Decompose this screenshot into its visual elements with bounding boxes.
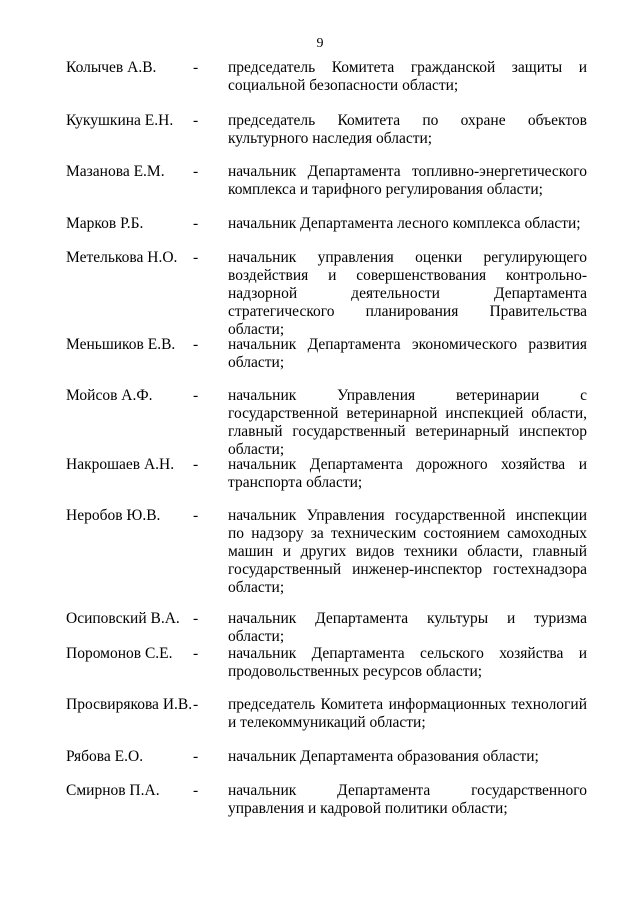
separator-dash: - xyxy=(193,748,199,765)
member-role: начальник Департамента топливно-энергетического комплекса и тарифного регулирования области; xyxy=(228,163,587,198)
member-role: начальник Департамента государственного управления и кадровой политики области; xyxy=(228,782,587,817)
separator-dash: - xyxy=(193,387,199,404)
member-role: начальник Департамента культуры и туризма области; xyxy=(228,610,587,645)
member-name: Мазанова Е.М. xyxy=(66,163,165,180)
member-name: Марков Р.Б. xyxy=(66,215,144,232)
member-role: начальник Управления ветеринарии с государственной ветеринарной инспекцией области, главный государственный ветеринарный инспектор области; xyxy=(228,387,587,458)
separator-dash: - xyxy=(193,249,199,266)
separator-dash: - xyxy=(193,696,199,713)
page-number: 9 xyxy=(316,36,324,51)
separator-dash: - xyxy=(193,507,199,524)
member-name: Кукушкина Е.Н. xyxy=(66,112,174,129)
separator-dash: - xyxy=(193,782,199,799)
separator-dash: - xyxy=(193,112,199,129)
member-name: Меньшиков Е.В. xyxy=(66,336,176,353)
member-role: начальник Департамента экономического развития области; xyxy=(228,336,587,371)
member-name: Метелькова Н.О. xyxy=(66,249,178,266)
member-name: Просвирякова И.В. xyxy=(66,696,193,713)
member-role: председатель Комитета по охране объектов культурного наследия области; xyxy=(228,112,587,147)
separator-dash: - xyxy=(193,456,199,473)
member-role: начальник Департамента сельского хозяйства и продовольственных ресурсов области; xyxy=(228,645,587,680)
member-role: начальник Департамента дорожного хозяйства и транспорта области; xyxy=(228,456,587,491)
member-name: Осиповский В.А. xyxy=(66,610,180,627)
member-role: начальник управления оценки регулирующего воздействия и совершенствования контрольно-надзорной деятельности Департамента стратегического планирования Правительства области; xyxy=(228,249,587,338)
member-name: Колычев А.В. xyxy=(66,59,157,76)
member-name: Поромонов С.Е. xyxy=(66,645,173,662)
member-role: начальник Департамента образования области; xyxy=(228,748,539,765)
member-name: Накрошаев А.Н. xyxy=(66,456,175,473)
separator-dash: - xyxy=(193,59,199,76)
separator-dash: - xyxy=(193,163,199,180)
member-name: Смирнов П.А. xyxy=(66,782,160,799)
member-name: Неробов Ю.В. xyxy=(66,507,161,524)
separator-dash: - xyxy=(193,610,199,627)
separator-dash: - xyxy=(193,215,199,232)
member-role: председатель Комитета информационных технологий и телекоммуникаций области; xyxy=(228,696,587,731)
separator-dash: - xyxy=(193,336,199,353)
member-name: Мойсов А.Ф. xyxy=(66,387,153,404)
member-role: начальник Департамента лесного комплекса области; xyxy=(228,215,581,232)
member-role: начальник Управления государственной инспекции по надзору за техническим состоянием самоходных машин и других видов техники области, главный государственный инженер-инспектор гостехнадзора области; xyxy=(228,507,587,596)
member-role: председатель Комитета гражданской защиты и социальной безопасности области; xyxy=(228,59,587,94)
member-name: Рябова Е.О. xyxy=(66,748,144,765)
separator-dash: - xyxy=(193,645,199,662)
